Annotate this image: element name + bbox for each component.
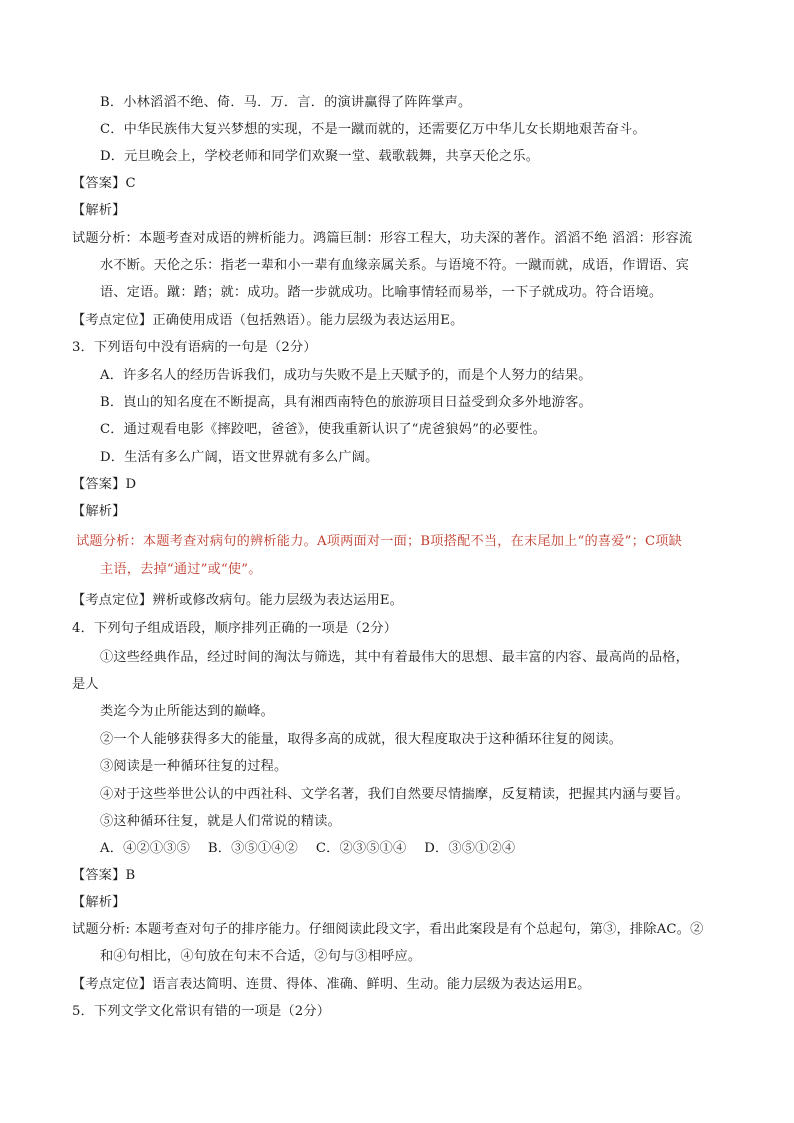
q4-kaodian: 【考点定位】语言表达简明、连贯、得体、准确、鲜明、生动。能力层级为表达运用E。 <box>72 977 591 992</box>
q4-sentence-1-line-2: 是人 <box>72 677 99 692</box>
q2-analysis-line-2: 水不断。天伦之乐：指老一辈和小一辈有血缘亲属关系。与语境不符。一蹴而就，成语，作谓语、宾 <box>100 258 690 273</box>
q4-sentence-1-line-1: ①这些经典作品，经过时间的淘汰与筛选，其中有着最伟大的思想、最丰富的内容、最高尚的品格， <box>100 650 690 665</box>
q2-analysis-line-3: 语、定语。蹴：踏；就：成功。踏一步就成功。比喻事情轻而易举，一下子就成功。符合语境。 <box>100 285 663 300</box>
q4-analysis-line-2: 和④句相比，④句放在句末不合适，②句与③相呼应。 <box>100 949 422 964</box>
q4-sentence-5: ⑤这种循环往复，就是人们常说的精读。 <box>100 814 341 829</box>
q2-option-c: C．中华民族伟大复兴梦想的实现，不是一蹴而就的，还需要亿万中华儿女长期地艰苦奋斗。 <box>100 122 646 137</box>
q4-sentence-1-line-3: 类迄今为止所能达到的巅峰。 <box>100 704 275 719</box>
q2-answer: 【答案】C <box>72 176 136 191</box>
q3-option-d: D．生活有多么广阔，语文世界就有多么广阔。 <box>100 450 379 465</box>
q3-kaodian: 【考点定位】辨析或修改病句。能力层级为表达运用E。 <box>72 593 404 608</box>
q5-stem: 5．下列文学文化常识有错的一项是（2分） <box>72 1004 331 1019</box>
q4-sentence-2: ②一个人能够获得多大的能量，取得多高的成就，很大程度取决于这种循环往复的阅读。 <box>100 732 623 747</box>
q3-stem: 3．下列语句中没有语病的一句是（2分） <box>72 340 317 355</box>
q4-sentence-3: ③阅读是一种循环往复的过程。 <box>100 759 288 774</box>
q3-analysis-line-1: 试题分析：本题考查对病句的辨析能力。A项两面对一面；B项搭配不当，在末尾加上“的喜爱”；C项缺 <box>76 534 683 549</box>
q2-kaodian: 【考点定位】正确使用成语（包括熟语）。能力层级为表达运用E。 <box>72 313 464 328</box>
q4-analysis-label: 【解析】 <box>72 895 126 910</box>
q4-sentence-4: ④对于这些举世公认的中西社科、文学名著，我们自然要尽情揣摩，反复精读，把握其内涵与要旨。 <box>100 787 690 802</box>
q4-stem: 4．下列句子组成语段，顺序排列正确的一项是（2分） <box>72 621 398 636</box>
q3-analysis-line-2: 主语，去掉“通过”或“使”。 <box>100 562 262 577</box>
q4-answer: 【答案】B <box>72 868 136 883</box>
q2-option-d: D．元旦晚会上，学校老师和同学们欢聚一堂、载歌载舞，共享天伦之乐。 <box>100 149 540 164</box>
q3-option-b: B．崀山的知名度在不断提高，具有湘西南特色的旅游项目日益受到众多外地游客。 <box>100 395 592 410</box>
q2-analysis-line-1: 试题分析：本题考查对成语的辨析能力。鸿篇巨制：形容工程大，功夫深的著作。滔滔不绝 滔滔：形容流 <box>72 231 693 246</box>
q4-options: A．④②①③⑤ B．③⑤①④② C．②③⑤①④ D．③⑤①②④ <box>100 841 516 856</box>
q4-analysis-line-1: 试题分析: 本题考查对句子的排序能力。仔细阅读此段文字，看出此案段是有个总起句，第③，排除AC。② <box>72 922 704 937</box>
q2-analysis-label: 【解析】 <box>72 203 126 218</box>
q3-option-a: A．许多名人的经历告诉我们，成功与失败不是上天赋予的，而是个人努力的结果。 <box>100 368 592 383</box>
q3-analysis-label: 【解析】 <box>72 504 126 519</box>
q3-answer: 【答案】D <box>72 477 137 492</box>
q2-option-b: B．小林滔滔不绝、倚．马．万．言．的演讲赢得了阵阵掌声。 <box>100 95 472 110</box>
q3-option-c: C．通过观看电影《摔跤吧，爸爸》，使我重新认识了“虎爸狼妈”的必要性。 <box>100 422 546 437</box>
